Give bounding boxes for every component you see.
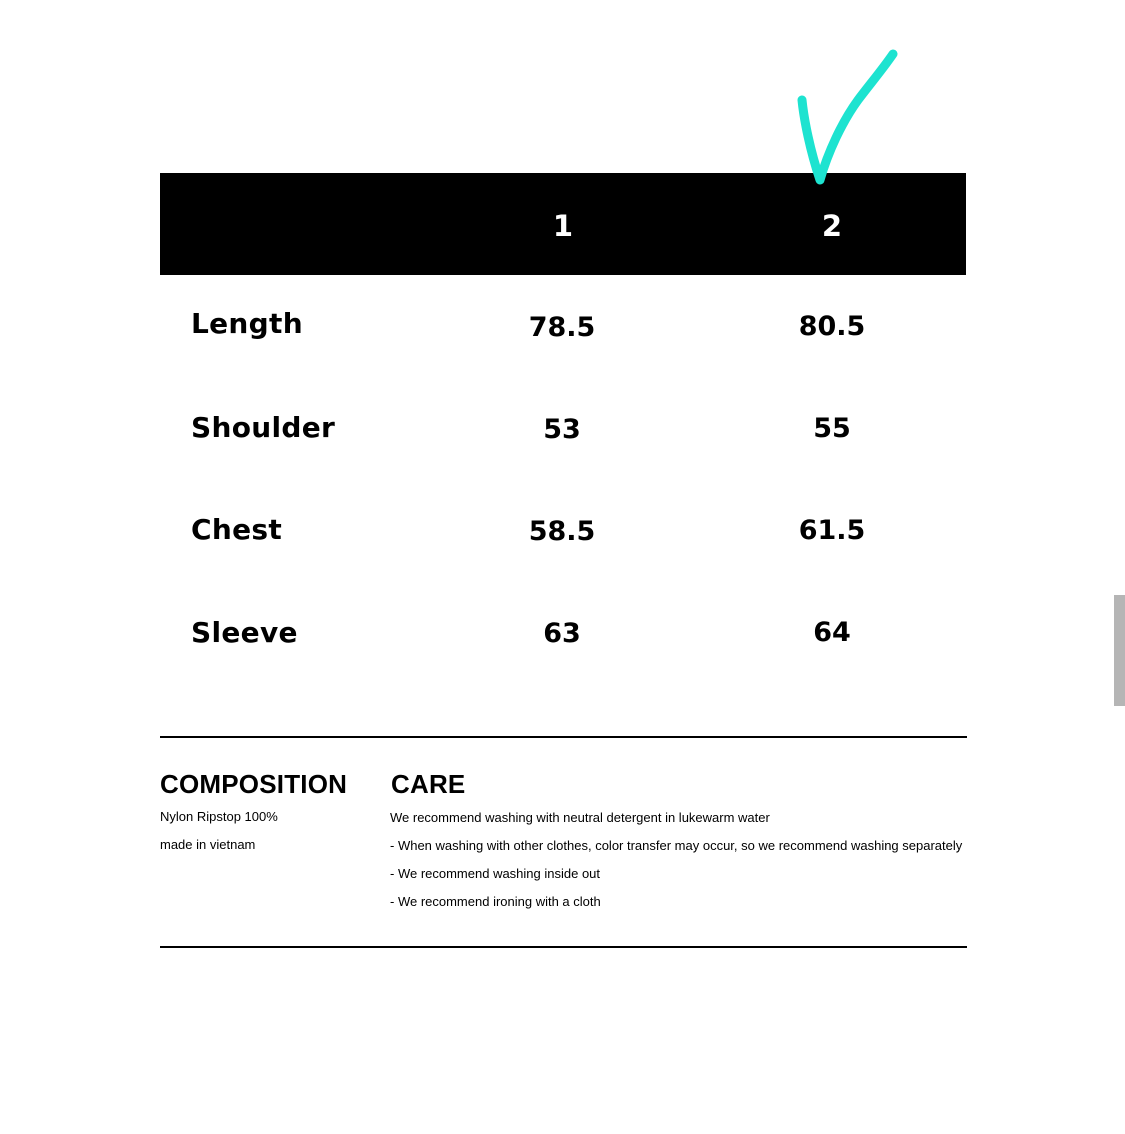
care-line: - We recommend washing inside out — [390, 866, 601, 881]
row-label-sleeve: Sleeve — [191, 616, 298, 649]
row-value-sleeve-size-2: 64 — [813, 617, 851, 648]
row-value-shoulder-size-1: 53 — [543, 414, 581, 445]
row-value-chest-size-1: 58.5 — [528, 516, 596, 547]
top-divider — [160, 736, 967, 738]
composition-line: Nylon Ripstop 100% — [160, 809, 278, 824]
care-line: We recommend washing with neutral detergent in lukewarm water — [390, 810, 770, 825]
composition-line: made in vietnam — [160, 837, 256, 852]
row-label-chest: Chest — [191, 513, 283, 546]
care-line: - When washing with other clothes, color transfer may occur, so we recommend washing separately — [390, 838, 963, 853]
size-header-1: 1 — [552, 209, 574, 243]
scrollbar-thumb[interactable] — [1114, 595, 1125, 706]
row-value-shoulder-size-2: 55 — [813, 413, 851, 444]
care-line: - We recommend ironing with a cloth — [390, 894, 601, 909]
composition-title: COMPOSITION — [160, 769, 348, 799]
row-value-sleeve-size-1: 63 — [543, 618, 581, 649]
care-title: CARE — [391, 769, 466, 799]
size-header-2: 2 — [821, 209, 843, 243]
check-mark-icon — [790, 40, 905, 195]
bottom-divider — [160, 946, 967, 948]
row-value-length-size-2: 80.5 — [798, 311, 866, 342]
row-label-shoulder: Shoulder — [191, 411, 336, 444]
row-value-chest-size-2: 61.5 — [798, 515, 866, 546]
row-label-length: Length — [191, 307, 303, 340]
row-value-length-size-1: 78.5 — [528, 312, 596, 343]
